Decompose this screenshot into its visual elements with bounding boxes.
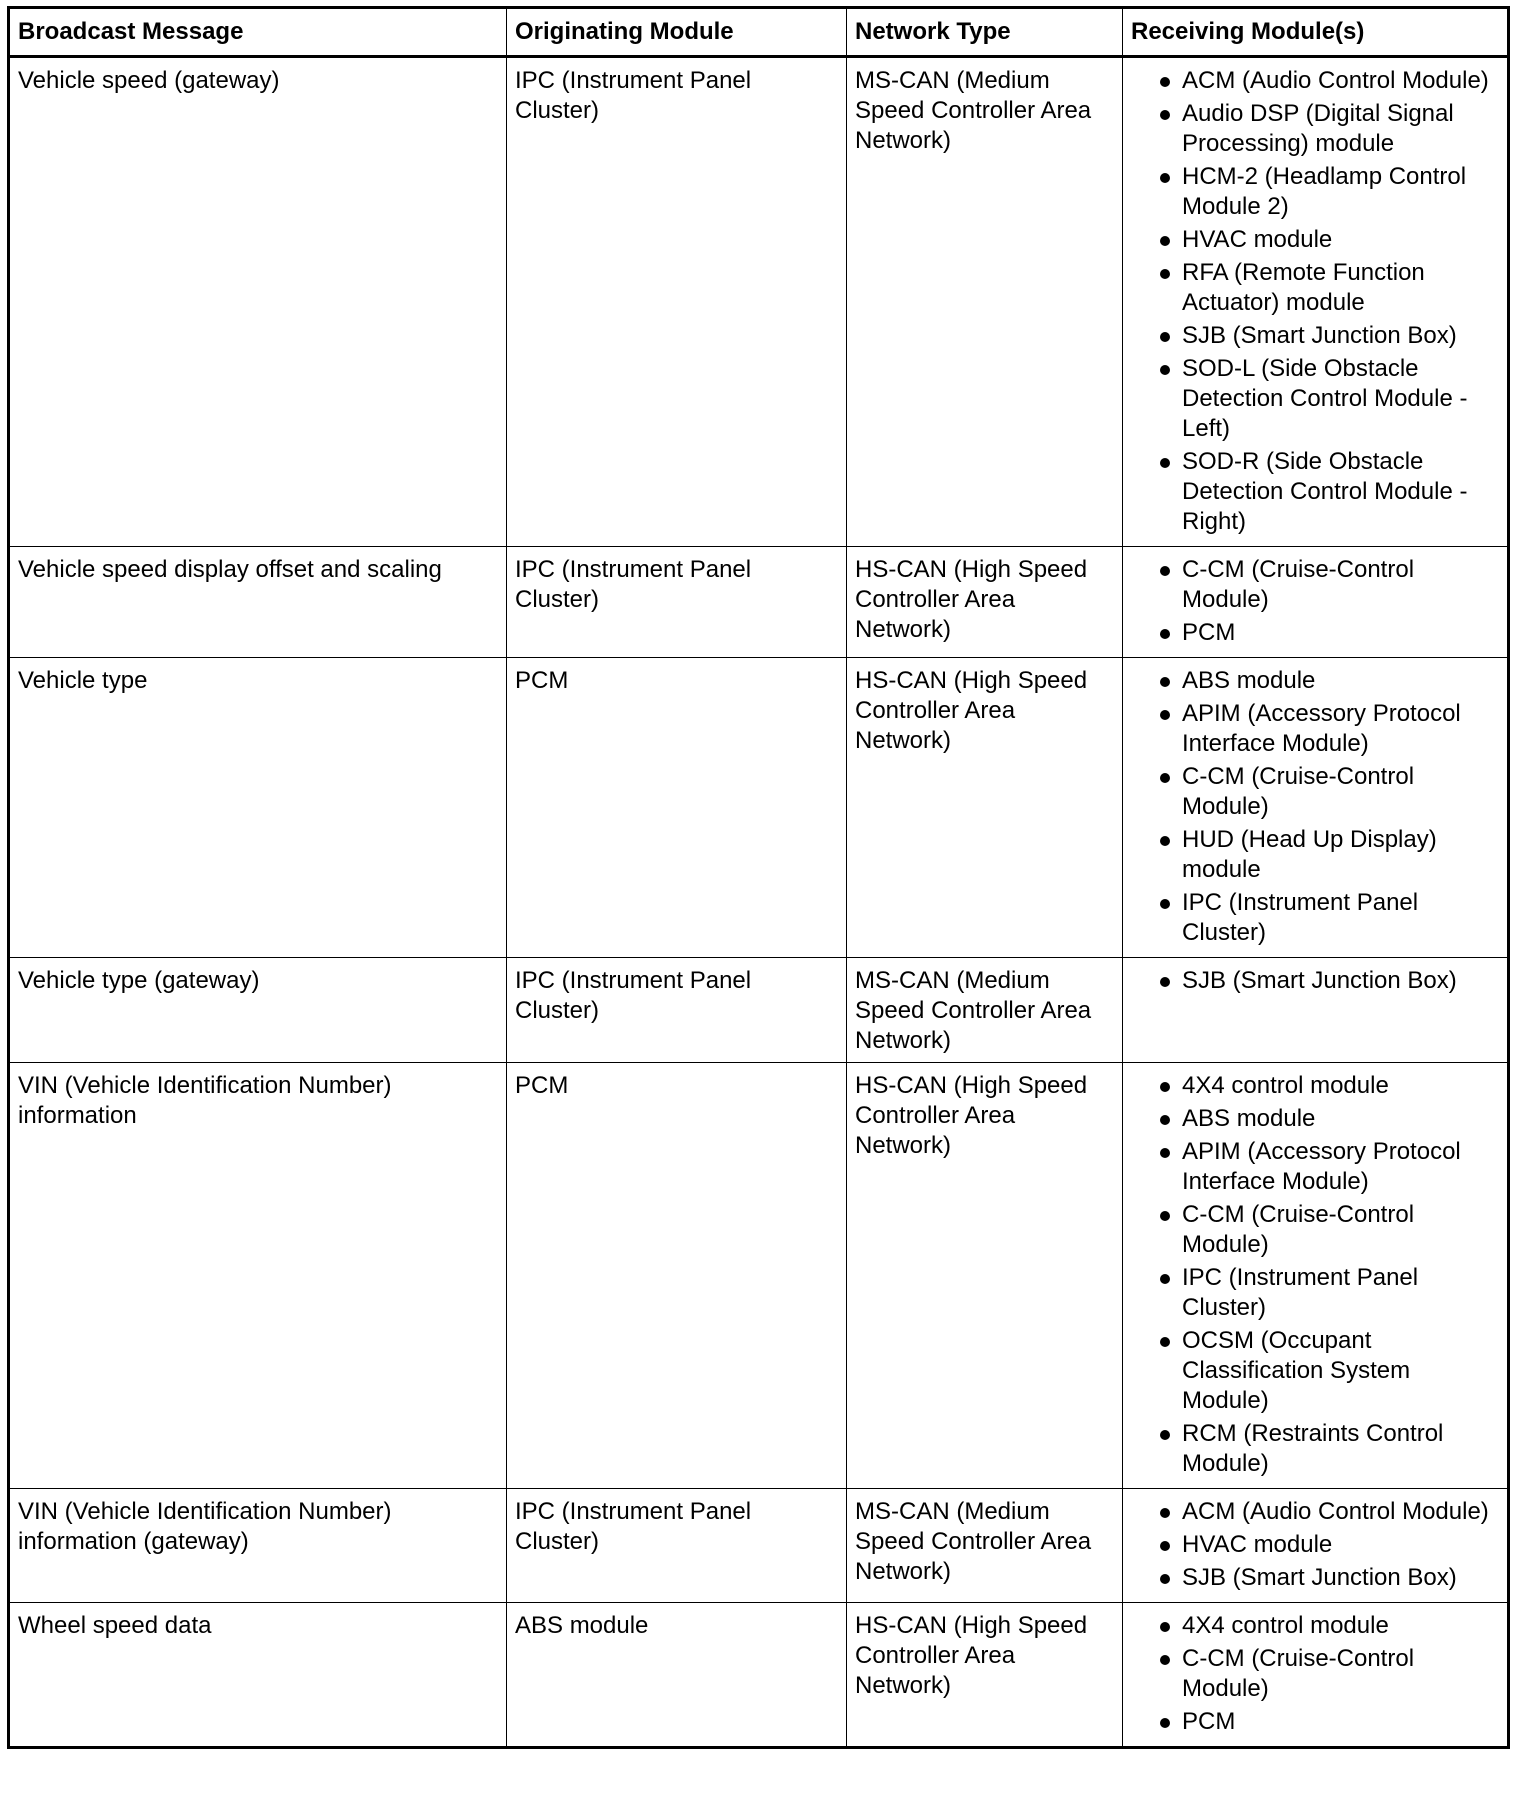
network-type-cell: MS-CAN (Medium Speed Controller Area Network)	[847, 1489, 1123, 1603]
list-item: SJB (Smart Junction Box)	[1131, 1563, 1499, 1593]
list-item: SOD-L (Side Obstacle Detection Control Module - Left)	[1131, 354, 1499, 444]
list-item: C-CM (Cruise-Control Module)	[1131, 1200, 1499, 1260]
receiving-modules-cell	[1123, 547, 1509, 658]
broadcast-message-table	[7, 6, 1510, 1749]
receiving-modules-cell	[1123, 1603, 1509, 1748]
network-type-cell: HS-CAN (High Speed Controller Area Network)	[847, 1063, 1123, 1489]
list-item: ACM (Audio Control Module)	[1131, 66, 1499, 96]
network-type-cell: HS-CAN (High Speed Controller Area Network)	[847, 547, 1123, 658]
list-item: HUD (Head Up Display) module	[1131, 825, 1499, 885]
list-item: 4X4 control module	[1131, 1071, 1499, 1101]
broadcast-message-cell: VIN (Vehicle Identification Number) information	[9, 1063, 507, 1489]
originating-module-cell: PCM	[507, 1063, 847, 1489]
receiving-modules-list	[1131, 66, 1499, 537]
header-network-type: Network Type	[847, 8, 1123, 57]
originating-module-cell: IPC (Instrument Panel Cluster)	[507, 57, 847, 547]
list-item: HVAC module	[1131, 225, 1499, 255]
receiving-modules-list	[1131, 1611, 1499, 1737]
network-type-cell: MS-CAN (Medium Speed Controller Area Network)	[847, 57, 1123, 547]
list-item: PCM	[1131, 618, 1499, 648]
list-item: ACM (Audio Control Module)	[1131, 1497, 1499, 1527]
list-item: SJB (Smart Junction Box)	[1131, 966, 1499, 996]
list-item: APIM (Accessory Protocol Interface Module)	[1131, 1137, 1499, 1197]
receiving-modules-cell	[1123, 57, 1509, 547]
network-type-cell: HS-CAN (High Speed Controller Area Network)	[847, 1603, 1123, 1748]
receiving-modules-list	[1131, 1071, 1499, 1479]
receiving-modules-list	[1131, 666, 1499, 948]
list-item: SOD-R (Side Obstacle Detection Control Module - Right)	[1131, 447, 1499, 537]
table-row	[9, 1063, 1509, 1489]
table-row	[9, 57, 1509, 547]
document-page	[7, 6, 1507, 1749]
list-item: Audio DSP (Digital Signal Processing) module	[1131, 99, 1499, 159]
network-type-cell: MS-CAN (Medium Speed Controller Area Network)	[847, 958, 1123, 1063]
list-item: IPC (Instrument Panel Cluster)	[1131, 888, 1499, 948]
list-item: SJB (Smart Junction Box)	[1131, 321, 1499, 351]
header-broadcast-message: Broadcast Message	[9, 8, 507, 57]
list-item: OCSM (Occupant Classification System Module)	[1131, 1326, 1499, 1416]
broadcast-message-cell: Vehicle type	[9, 658, 507, 958]
list-item: RFA (Remote Function Actuator) module	[1131, 258, 1499, 318]
receiving-modules-cell	[1123, 658, 1509, 958]
list-item: HVAC module	[1131, 1530, 1499, 1560]
list-item: 4X4 control module	[1131, 1611, 1499, 1641]
receiving-modules-cell	[1123, 1063, 1509, 1489]
list-item: IPC (Instrument Panel Cluster)	[1131, 1263, 1499, 1323]
originating-module-cell: PCM	[507, 658, 847, 958]
receiving-modules-list	[1131, 1497, 1499, 1593]
broadcast-message-cell: VIN (Vehicle Identification Number) information (gateway)	[9, 1489, 507, 1603]
list-item: C-CM (Cruise-Control Module)	[1131, 555, 1499, 615]
originating-module-cell: IPC (Instrument Panel Cluster)	[507, 958, 847, 1063]
table-row	[9, 1489, 1509, 1603]
list-item: C-CM (Cruise-Control Module)	[1131, 762, 1499, 822]
originating-module-cell: IPC (Instrument Panel Cluster)	[507, 1489, 847, 1603]
list-item: RCM (Restraints Control Module)	[1131, 1419, 1499, 1479]
list-item: APIM (Accessory Protocol Interface Module)	[1131, 699, 1499, 759]
header-originating-module: Originating Module	[507, 8, 847, 57]
broadcast-message-cell: Vehicle speed display offset and scaling	[9, 547, 507, 658]
broadcast-message-cell: Vehicle speed (gateway)	[9, 57, 507, 547]
receiving-modules-cell	[1123, 958, 1509, 1063]
list-item: HCM-2 (Headlamp Control Module 2)	[1131, 162, 1499, 222]
receiving-modules-list	[1131, 966, 1499, 996]
broadcast-message-cell: Vehicle type (gateway)	[9, 958, 507, 1063]
header-receiving-modules: Receiving Module(s)	[1123, 8, 1509, 57]
list-item: ABS module	[1131, 1104, 1499, 1134]
table-row	[9, 958, 1509, 1063]
list-item: PCM	[1131, 1707, 1499, 1737]
table-row	[9, 547, 1509, 658]
broadcast-message-cell: Wheel speed data	[9, 1603, 507, 1748]
originating-module-cell: IPC (Instrument Panel Cluster)	[507, 547, 847, 658]
table-row	[9, 658, 1509, 958]
receiving-modules-list	[1131, 555, 1499, 648]
originating-module-cell: ABS module	[507, 1603, 847, 1748]
receiving-modules-cell	[1123, 1489, 1509, 1603]
list-item: ABS module	[1131, 666, 1499, 696]
list-item: C-CM (Cruise-Control Module)	[1131, 1644, 1499, 1704]
network-type-cell: HS-CAN (High Speed Controller Area Network)	[847, 658, 1123, 958]
table-body	[9, 57, 1509, 1748]
table-header-row	[9, 8, 1509, 57]
table-row	[9, 1603, 1509, 1748]
